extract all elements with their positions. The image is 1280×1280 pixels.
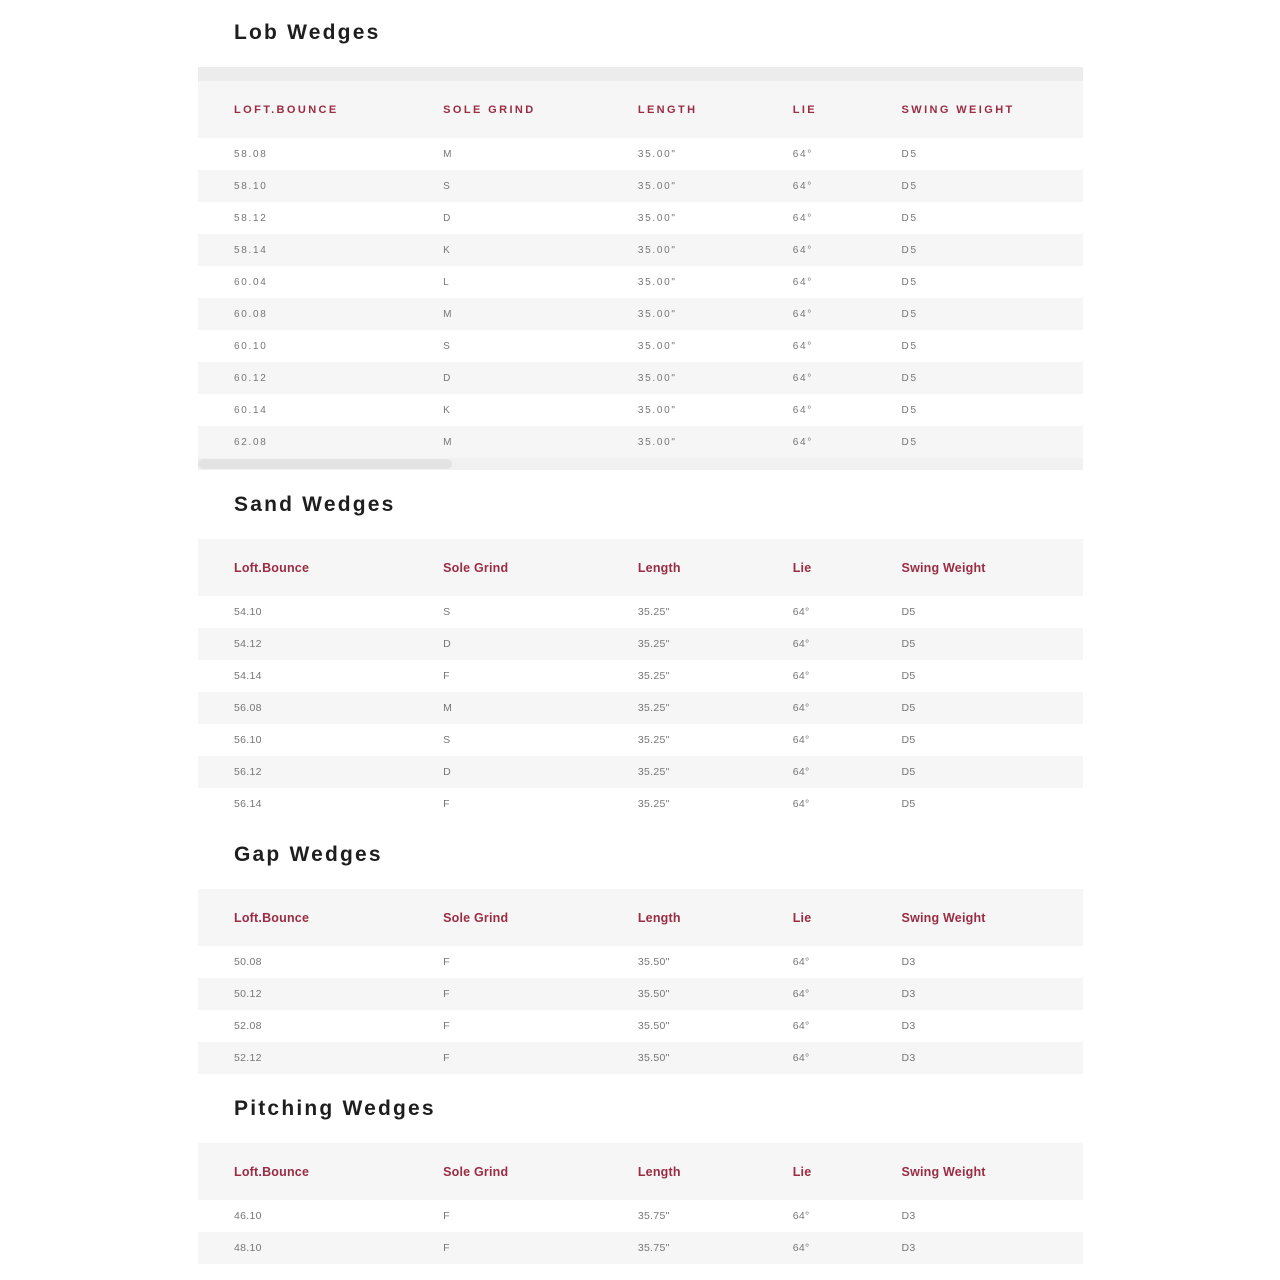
cell: 35.00"	[637, 212, 677, 224]
cell: 50.12	[234, 988, 262, 1000]
table-row	[198, 330, 1083, 362]
column-header: Length	[638, 539, 793, 596]
cell: D5	[901, 670, 916, 682]
cell: M	[443, 148, 454, 160]
cell: 35.00"	[637, 340, 677, 352]
section-title: Sand Wedges	[234, 493, 396, 516]
cell: F	[443, 956, 450, 968]
cell: F	[443, 1242, 450, 1254]
cell: D5	[901, 372, 918, 384]
cell: D	[443, 212, 453, 224]
cell: 35.00"	[637, 276, 677, 288]
cell: 35.75"	[637, 1242, 670, 1254]
cell: F	[443, 1020, 450, 1032]
cell: D3	[901, 1210, 916, 1222]
cell: D	[443, 766, 452, 778]
cell: 58.10	[234, 180, 268, 192]
cell: D3	[901, 1020, 916, 1032]
cell: 64°	[792, 340, 813, 352]
table-row	[198, 1232, 1083, 1264]
table-row	[198, 298, 1083, 330]
cell: 60.12	[234, 372, 268, 384]
cell: D3	[901, 1052, 916, 1064]
column-header: Lie	[793, 889, 902, 946]
cell: F	[443, 670, 450, 682]
spec-table-container	[198, 67, 1083, 470]
cell: S	[443, 180, 452, 192]
table-row	[198, 138, 1083, 170]
cell: 35.25"	[637, 734, 670, 746]
cell: 54.14	[234, 670, 262, 682]
cell: D	[443, 638, 452, 650]
cell: F	[443, 1210, 450, 1222]
cell: 64°	[792, 436, 813, 448]
cell: 58.14	[234, 244, 268, 256]
cell: 35.25"	[637, 638, 670, 650]
cell: 35.00"	[637, 180, 677, 192]
cell: D5	[901, 212, 918, 224]
section-sand-wedges	[198, 492, 1280, 820]
column-header: Loft.Bounce	[198, 1143, 443, 1200]
cell: 64°	[792, 670, 810, 682]
cell: 35.50"	[637, 956, 670, 968]
column-header: Sole Grind	[443, 889, 638, 946]
cell: 64°	[792, 244, 813, 256]
cell: D3	[901, 1242, 916, 1254]
cell: 52.12	[234, 1052, 262, 1064]
cell: 64°	[792, 212, 813, 224]
column-header: LIE	[793, 81, 902, 138]
cell: 35.75"	[637, 1210, 670, 1222]
cell: 60.10	[234, 340, 268, 352]
horizontal-scrollbar-top[interactable]	[198, 67, 1083, 81]
cell: D5	[901, 180, 918, 192]
spec-table-container	[198, 1143, 1083, 1264]
cell: 35.50"	[637, 1020, 670, 1032]
cell: F	[443, 988, 450, 1000]
table-header-row	[198, 539, 1083, 596]
cell: D5	[901, 244, 918, 256]
cell: 35.00"	[637, 404, 677, 416]
column-header: LENGTH	[638, 81, 793, 138]
cell: 35.00"	[637, 148, 677, 160]
cell: 64°	[792, 1210, 810, 1222]
section-pitching-wedges	[198, 1096, 1280, 1264]
cell: 56.12	[234, 766, 262, 778]
cell: F	[443, 1052, 450, 1064]
cell: 64°	[792, 956, 810, 968]
column-header: Swing Weight	[902, 889, 1083, 946]
cell: 64°	[792, 798, 810, 810]
column-header: LOFT.BOUNCE	[198, 81, 443, 138]
cell: 35.25"	[637, 606, 670, 618]
table-row	[198, 788, 1083, 820]
column-header: Lie	[793, 539, 902, 596]
table-row	[198, 724, 1083, 756]
table-row	[198, 362, 1083, 394]
cell: F	[443, 798, 450, 810]
cell: 52.08	[234, 1020, 262, 1032]
cell: 35.00"	[637, 372, 677, 384]
cell: 46.10	[234, 1210, 262, 1222]
table-row	[198, 234, 1083, 266]
cell: 58.08	[234, 148, 268, 160]
cell: 35.00"	[637, 436, 677, 448]
cell: 64°	[792, 276, 813, 288]
table-row	[198, 660, 1083, 692]
cell: D5	[901, 436, 918, 448]
cell: 64°	[792, 372, 813, 384]
cell: D5	[901, 638, 916, 650]
table-row	[198, 394, 1083, 426]
spec-table-container	[198, 889, 1083, 1074]
cell: 64°	[792, 404, 813, 416]
cell: K	[443, 244, 452, 256]
cell: D3	[901, 988, 916, 1000]
table-row	[198, 1200, 1083, 1232]
table-row	[198, 628, 1083, 660]
cell: M	[443, 436, 454, 448]
spec-table	[198, 889, 1083, 1074]
column-header: Swing Weight	[902, 1143, 1083, 1200]
column-header: SOLE GRIND	[443, 81, 638, 138]
table-row	[198, 426, 1083, 458]
cell: D5	[901, 798, 916, 810]
cell: 64°	[792, 702, 810, 714]
table-row	[198, 266, 1083, 298]
cell: 35.50"	[637, 988, 670, 1000]
table-row	[198, 756, 1083, 788]
section-gap-wedges	[198, 842, 1280, 1074]
table-row	[198, 202, 1083, 234]
cell: S	[443, 734, 451, 746]
cell: 60.08	[234, 308, 268, 320]
table-header-row	[198, 1143, 1083, 1200]
cell: 64°	[792, 308, 813, 320]
cell: 64°	[792, 1052, 810, 1064]
section-title: Pitching Wedges	[234, 1097, 436, 1120]
cell: 35.25"	[637, 798, 670, 810]
cell: 64°	[792, 766, 810, 778]
cell: 56.14	[234, 798, 262, 810]
column-header: SWING WEIGHT	[902, 81, 1083, 138]
cell: L	[443, 276, 451, 288]
cell: 54.10	[234, 606, 262, 618]
cell: 56.08	[234, 702, 262, 714]
cell: S	[443, 340, 452, 352]
cell: S	[443, 606, 451, 618]
cell: 64°	[792, 1020, 810, 1032]
cell: 64°	[792, 734, 810, 746]
section-title: Lob Wedges	[234, 21, 381, 44]
table-header-row	[198, 889, 1083, 946]
horizontal-scrollbar-bottom[interactable]	[198, 458, 1083, 470]
section-lob-wedges	[198, 20, 1280, 470]
cell: 35.25"	[637, 670, 670, 682]
cell: 35.00"	[637, 308, 677, 320]
scrollbar-thumb[interactable]	[198, 459, 452, 469]
cell: M	[443, 702, 453, 714]
cell: 35.25"	[637, 702, 670, 714]
cell: 64°	[792, 606, 810, 618]
cell: 64°	[792, 180, 813, 192]
cell: D5	[901, 308, 918, 320]
cell: D5	[901, 702, 916, 714]
cell: D5	[901, 766, 916, 778]
table-row	[198, 692, 1083, 724]
cell: 48.10	[234, 1242, 262, 1254]
column-header: Lie	[793, 1143, 902, 1200]
column-header: Loft.Bounce	[198, 539, 443, 596]
cell: D5	[901, 340, 918, 352]
column-header: Sole Grind	[443, 1143, 638, 1200]
cell: 64°	[792, 1242, 810, 1254]
cell: D5	[901, 276, 918, 288]
cell: 50.08	[234, 956, 262, 968]
cell: 60.04	[234, 276, 268, 288]
cell: D3	[901, 956, 916, 968]
table-row	[198, 978, 1083, 1010]
spec-table	[198, 81, 1083, 458]
table-row	[198, 170, 1083, 202]
cell: 58.12	[234, 212, 268, 224]
spec-table	[198, 1143, 1083, 1264]
cell: D5	[901, 734, 916, 746]
cell: 64°	[792, 988, 810, 1000]
cell: 35.50"	[637, 1052, 670, 1064]
cell: D	[443, 372, 453, 384]
section-title: Gap Wedges	[234, 843, 383, 866]
column-header: Loft.Bounce	[198, 889, 443, 946]
cell: D5	[901, 148, 918, 160]
cell: D5	[901, 404, 918, 416]
cell: 35.25"	[637, 766, 670, 778]
cell: 64°	[792, 148, 813, 160]
cell: 35.00"	[637, 244, 677, 256]
column-header: Sole Grind	[443, 539, 638, 596]
column-header: Length	[638, 889, 793, 946]
spec-table	[198, 539, 1083, 820]
column-header: Swing Weight	[902, 539, 1083, 596]
spec-table-container	[198, 539, 1083, 820]
table-row	[198, 596, 1083, 628]
table-row	[198, 1010, 1083, 1042]
cell: 62.08	[234, 436, 268, 448]
cell: 54.12	[234, 638, 262, 650]
cell: 60.14	[234, 404, 268, 416]
table-header-row	[198, 81, 1083, 138]
column-header: Length	[638, 1143, 793, 1200]
cell: 64°	[792, 638, 810, 650]
cell: M	[443, 308, 454, 320]
cell: 56.10	[234, 734, 262, 746]
cell: K	[443, 404, 452, 416]
cell: D5	[901, 606, 916, 618]
table-row	[198, 946, 1083, 978]
table-row	[198, 1042, 1083, 1074]
